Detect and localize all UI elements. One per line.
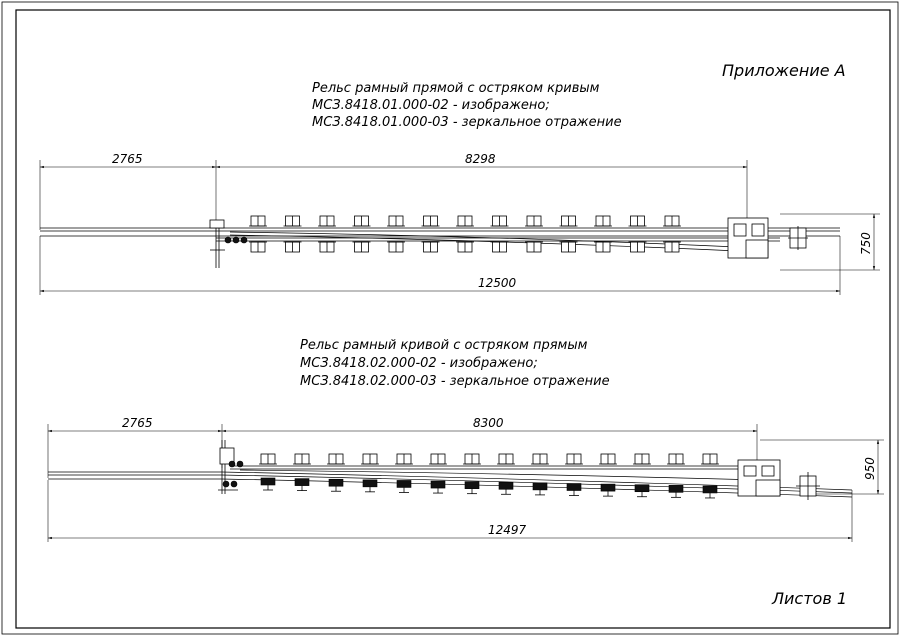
view-1-fastener-bottom bbox=[629, 242, 647, 252]
view-2-dim-total: 12497 bbox=[488, 523, 527, 537]
view-2-fastener-bottom bbox=[635, 485, 649, 497]
view-2-dim-middle: 8300 bbox=[473, 416, 504, 430]
view-2-fastener-top bbox=[599, 454, 617, 464]
view-1-fastener-bottom bbox=[353, 242, 371, 252]
view-2-caption-line-1: Рельс рамный кривой с остряком прямым bbox=[300, 338, 588, 353]
view-1-fastener-top bbox=[560, 216, 578, 226]
view-1-fastener-top bbox=[629, 216, 647, 226]
outer-frame bbox=[2, 2, 898, 634]
view-2-fastener-top bbox=[497, 454, 515, 464]
view-1-rails bbox=[40, 220, 840, 268]
view-1-fastener-top bbox=[353, 216, 371, 226]
view-1-fastener-bottom bbox=[491, 242, 509, 252]
view-1-fasteners bbox=[249, 216, 681, 252]
view-2-fastener-bottom bbox=[397, 480, 411, 492]
view-1-fastener-bottom bbox=[594, 242, 612, 252]
view-1-fastener-bottom bbox=[663, 242, 681, 252]
view-2-fastener-top bbox=[565, 454, 583, 464]
view-2-fastener-bottom bbox=[601, 484, 615, 496]
view-1-caption-line-3: МСЗ.8418.01.000-03 - зеркальное отражение bbox=[312, 115, 622, 130]
view-2-fastener-bottom bbox=[703, 486, 717, 498]
view-1-caption-line-1: Рельс рамный прямой с остряком кривым bbox=[312, 81, 600, 96]
view-1-fastener-top bbox=[491, 216, 509, 226]
view-2-fastener-bottom bbox=[363, 480, 377, 492]
view-2-fastener-top bbox=[361, 454, 379, 464]
view-2-fastener-top bbox=[463, 454, 481, 464]
view-2-fastener-bottom bbox=[431, 481, 445, 493]
view-1-dim-left: 2765 bbox=[112, 152, 143, 166]
view-2-fastener-bottom bbox=[533, 483, 547, 495]
view-2-caption-line-2: МСЗ.8418.02.000-02 - изображено; bbox=[300, 356, 538, 371]
view-1-heel-block bbox=[728, 218, 808, 258]
view-1-fastener-bottom bbox=[387, 242, 405, 252]
view-1 bbox=[40, 81, 880, 295]
view-1-fastener-bottom bbox=[456, 242, 474, 252]
view-2-fastener-top bbox=[531, 454, 549, 464]
view-2-fastener-bottom bbox=[499, 482, 513, 494]
view-2-fastener-top bbox=[259, 454, 277, 464]
view-1-dim-total: 12500 bbox=[478, 276, 517, 290]
view-2-rails bbox=[48, 440, 852, 497]
view-2-dim-height: 950 bbox=[863, 457, 877, 480]
view-1-caption-line-2: МСЗ.8418.01.000-02 - изображено; bbox=[312, 98, 550, 113]
view-1-fastener-top bbox=[594, 216, 612, 226]
view-1-fastener-top bbox=[249, 216, 267, 226]
view-2-caption-line-3: МСЗ.8418.02.000-03 - зеркальное отражение bbox=[300, 374, 610, 389]
view-2-fastener-bottom bbox=[669, 485, 683, 497]
view-1-fastener-bottom bbox=[318, 242, 336, 252]
sheets-count-label: Листов 1 bbox=[772, 589, 848, 608]
view-1-fastener-top bbox=[456, 216, 474, 226]
view-2 bbox=[48, 338, 884, 542]
view-2-fastener-bottom bbox=[295, 479, 309, 491]
view-1-fastener-bottom bbox=[422, 242, 440, 252]
appendix-label: Приложение А bbox=[722, 61, 846, 80]
view-1-fastener-top bbox=[318, 216, 336, 226]
view-2-fastener-bottom bbox=[261, 478, 275, 490]
view-2-fastener-top bbox=[667, 454, 685, 464]
view-1-fastener-bottom bbox=[560, 242, 578, 252]
view-2-fastener-top bbox=[327, 454, 345, 464]
view-1-fastener-top bbox=[663, 216, 681, 226]
view-1-fastener-top bbox=[387, 216, 405, 226]
view-1-fastener-bottom bbox=[249, 242, 267, 252]
view-2-fastener-top bbox=[701, 454, 719, 464]
view-2-fastener-top bbox=[293, 454, 311, 464]
view-1-dim-height: 750 bbox=[859, 232, 873, 255]
view-2-fastener-top bbox=[395, 454, 413, 464]
view-2-fastener-bottom bbox=[567, 484, 581, 496]
view-1-fastener-bottom bbox=[525, 242, 543, 252]
view-2-dim-left: 2765 bbox=[122, 416, 153, 430]
view-2-fastener-bottom bbox=[465, 482, 479, 494]
view-1-fastener-bottom bbox=[284, 242, 302, 252]
view-2-heel-block bbox=[738, 460, 820, 500]
view-1-fastener-top bbox=[525, 216, 543, 226]
view-2-fastener-bottom bbox=[329, 479, 343, 491]
view-2-fasteners bbox=[259, 454, 719, 498]
view-1-dim-middle: 8298 bbox=[465, 152, 496, 166]
view-2-fastener-top bbox=[633, 454, 651, 464]
view-2-fastener-top bbox=[429, 454, 447, 464]
view-1-fastener-top bbox=[284, 216, 302, 226]
view-1-fastener-top bbox=[422, 216, 440, 226]
